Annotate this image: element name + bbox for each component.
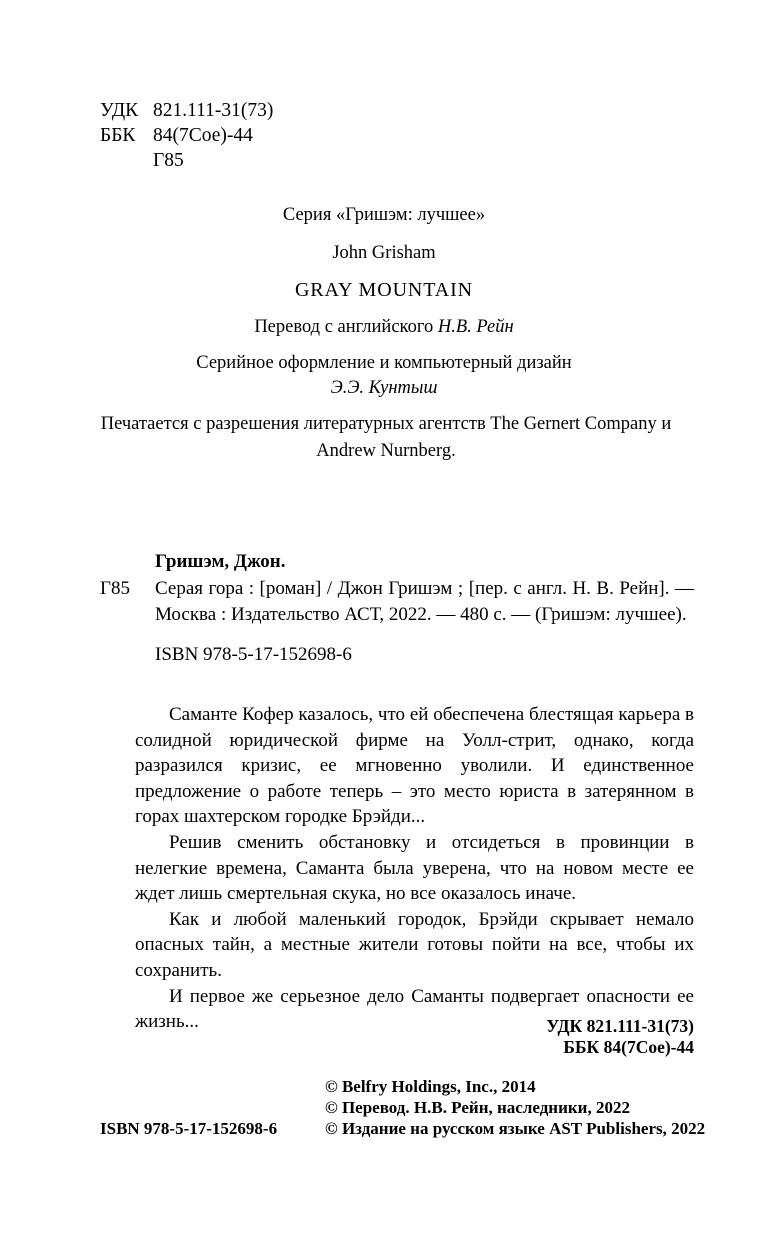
credits-block <box>84 203 684 413</box>
catalog-body <box>100 576 694 628</box>
translation-prefix: Перевод с английского <box>254 317 438 337</box>
udk-row <box>100 98 273 123</box>
udk-label: УДК <box>100 100 139 121</box>
catalog-block <box>100 549 694 668</box>
annotation-block <box>135 702 694 1035</box>
translation-credit <box>84 315 684 339</box>
classification-block-top <box>100 98 273 173</box>
permission-note: Печатается с разрешения литературных агентств The Gernert Company и Andrew Nurnberg. <box>100 414 672 461</box>
copyright-lines <box>325 1076 706 1139</box>
designer-name: Э.Э. Кунтыш <box>330 378 438 398</box>
annotation-paragraph: Саманте Кофер казалось, что ей обеспечена блестящая карьера в солидной юридической фирме на Уолл-стрит, однако, когда разразился кризис, ее мгновенно уволили. И единственное предложение о работе теперь – это место юриста в затерянном в горах шахтерском городке Брэйди... <box>135 704 694 828</box>
classification-block-bottom <box>546 1016 694 1058</box>
copyright-line: © Перевод. Н.В. Рейн, наследники, 2022 <box>325 1098 630 1117</box>
copyright-block <box>100 1076 706 1139</box>
udk-value: 821.111-31(73) <box>153 100 274 121</box>
footer-isbn: ISBN 978-5-17-152698-6 <box>100 1119 278 1138</box>
annotation-paragraph: И первое же серьезное дело Саманты подвергает опасности ее жизнь... <box>135 985 694 1033</box>
catalog-author-heading: Гришэм, Джон. <box>155 551 286 572</box>
bbk-value: 84(7Сое)-44 <box>153 125 253 146</box>
shelfmark-top: Г85 <box>153 150 184 171</box>
series-line: Серия «Гришэм: лучшее» <box>282 205 486 225</box>
design-credit <box>84 351 684 401</box>
copyright-line: © Издание на русском языке AST Publishers, 2022 <box>325 1119 706 1138</box>
translator-name: Н.В. Рейн <box>437 317 514 337</box>
catalog-isbn: ISBN 978-5-17-152698-6 <box>155 644 352 665</box>
original-title: GRAY MOUNTAIN <box>294 279 474 301</box>
annotation-paragraph: Решив сменить обстановку и отсидеться в провинции в нелегкие времена, Саманта была уверена, что на новом месте ее ждет лишь смертельная скука, но все оказалось иначе. <box>135 831 694 905</box>
catalog-shelfmark: Г85 <box>100 578 130 599</box>
annotation-paragraph: Как и любой маленький городок, Брэйди скрывает немало опасных тайн, а местные жители готовы пойти на все, чтобы их сохранить. <box>135 908 694 981</box>
catalog-description: Серая гора : [роман] / Джон Гришэм ; [пер. с англ. Н. В. Рейн]. — Москва : Издательство АСТ, 2022. — 480 с. — (Гришэм: лучшее). <box>155 578 694 625</box>
udk-bottom: УДК 821.111-31(73) <box>546 1016 694 1036</box>
copyright-line: © Belfry Holdings, Inc., 2014 <box>325 1077 536 1096</box>
original-author: John Grisham <box>332 243 436 263</box>
bbk-row <box>100 123 273 148</box>
design-prefix: Серийное оформление и компьютерный дизайн <box>196 353 572 373</box>
bbk-label: ББК <box>100 125 136 146</box>
bbk-bottom: ББК 84(7Сое)-44 <box>563 1037 694 1057</box>
